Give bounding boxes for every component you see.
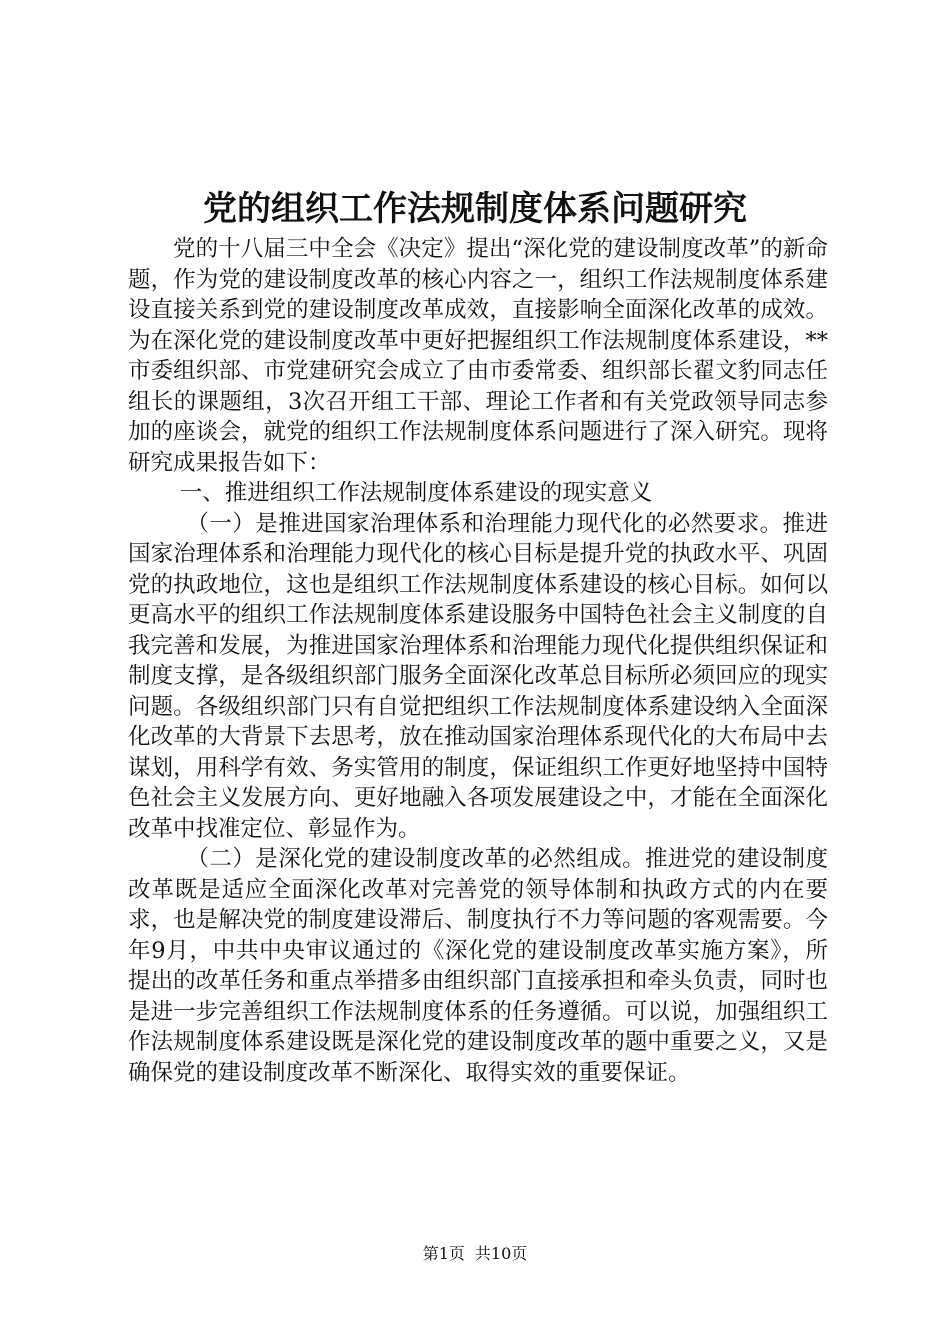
section-heading: 一、推进组织工作法规制度体系建设的现实意义 (179, 480, 653, 506)
page-number: 第1页 (422, 1244, 465, 1263)
subsection-paragraph-1: （一）是推进国家治理体系和治理能力现代化的必然要求。推进国家治理体系和治理能力现代化的核心目标是提升党的执政水平、巩固党的执政地位，这也是组织工作法规制度体系建设的核心目标。如何以更高水平的组织工作法规制度体系建设服务中国特色社会主义制度的自我完善和发展，为推进国家治理体系和治理能力现代化提供组织保证和制度支撑，是各级组织部门服务全面深化改革总目标所必须回应的现实问题。各级组织部门只有自觉把组织工作法规制度体系建设纳入全面深化改革的大背景下去思考，放在推动国家治理体系现代化的大布局中去谋划，用科学有效、务实管用的制度，保证组织工作更好地坚持中国特色社会主义发展方向、更好地融入各项发展建设之中，才能在全面深化改革中找准定位、彰显作为。 (128, 510, 828, 842)
subsection-paragraph-2: （二）是深化党的建设制度改革的必然组成。推进党的建设制度改革既是适应全面深化改革对完善党的领导体制和执政方式的内在要求，也是解决党的制度建设滞后、制度执行不力等问题的客观需要。今年9月，中共中央审议通过的《深化党的建设制度改革实施方案》，所提出的改革任务和重点举措多由组织部门直接承担和牵头负责，同时也是进一步完善组织工作法规制度体系的任务遵循。可以说，加强组织工作法规制度体系建设既是深化党的建设制度改革的题中重要之义，又是确保党的建设制度改革不断深化、取得实效的重要保证。 (128, 846, 828, 1086)
document-title: 党的组织工作法规制度体系问题研究 (203, 189, 747, 229)
page-footer (0, 1242, 950, 1266)
page-total: 共10页 (474, 1244, 528, 1263)
document-body (128, 234, 828, 1088)
intro-paragraph: 党的十八届三中全会《决定》提出“深化党的建设制度改革”的新命题，作为党的建设制度改革的核心内容之一，组织工作法规制度体系建设直接关系到党的建设制度改革成效，直接影响全面深化改革的成效。为在深化党的建设制度改革中更好把握组织工作法规制度体系建设，**市委组织部、市党建研究会成立了由市委常委、组织部长翟文豹同志任组长的课题组，3次召开组工干部、理论工作者和有关党政领导同志参加的座谈会，就党的组织工作法规制度体系问题进行了深入研究。现将研究成果报告如下： (128, 236, 828, 476)
